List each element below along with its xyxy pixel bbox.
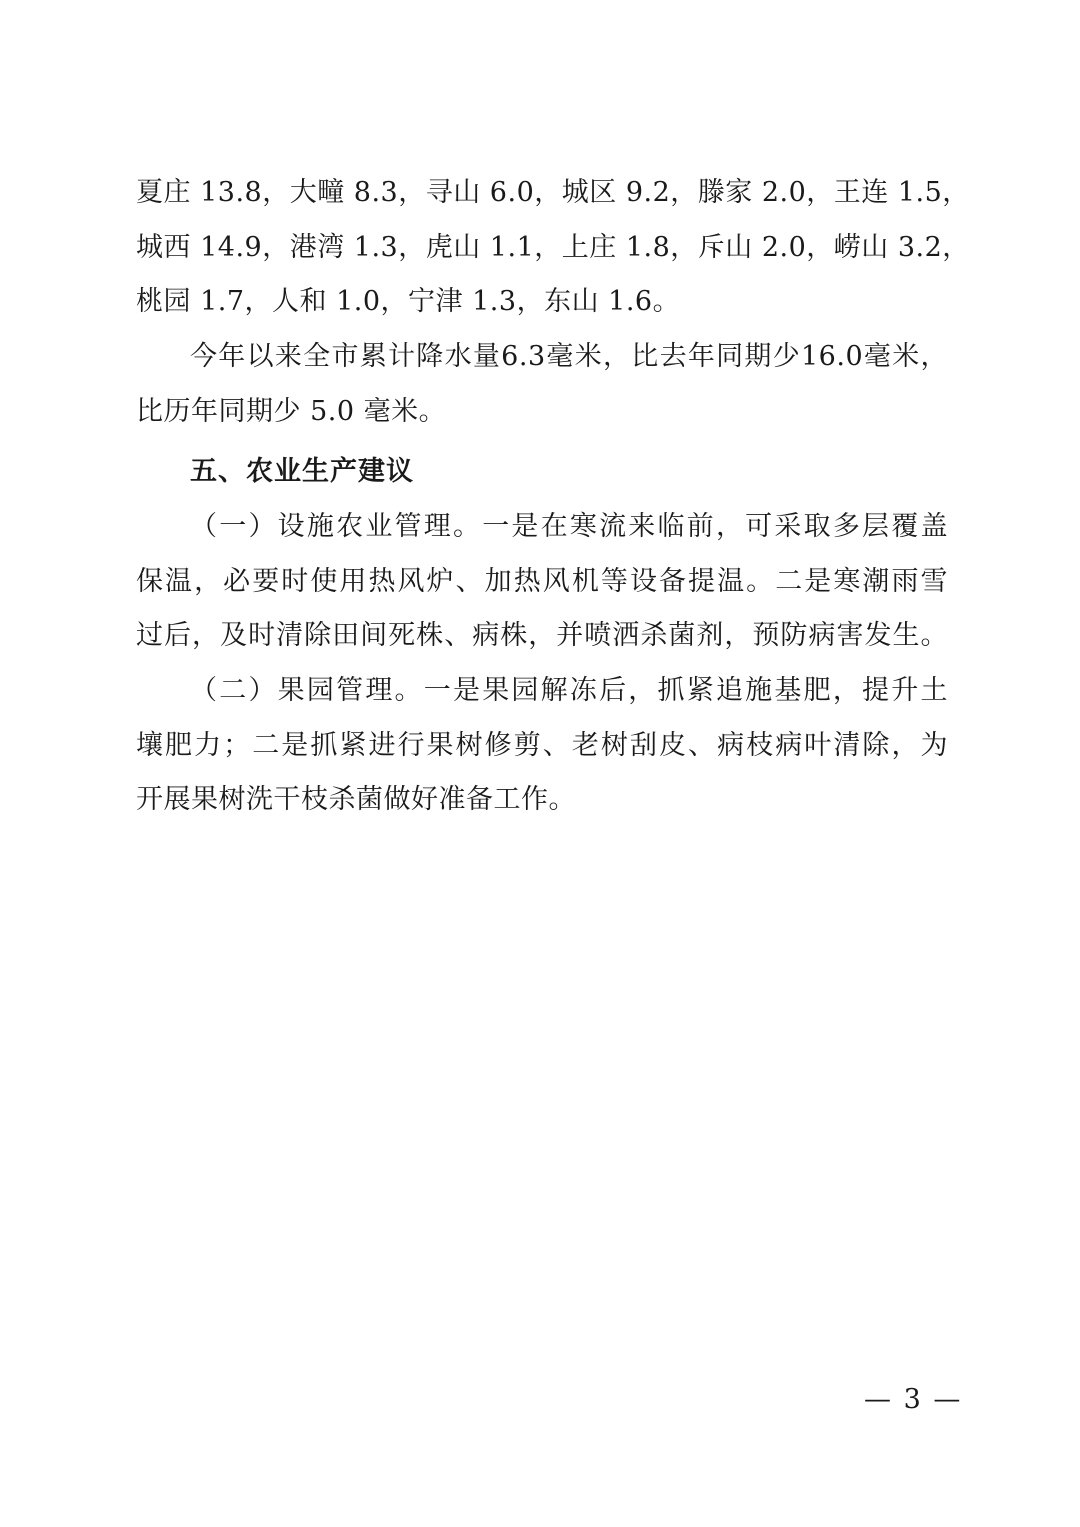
rainfall-list-line-2: 城西 14.9，港湾 1.3，虎山 1.1，上庄 1.8，斥山 2.0，崂山 3.2， [136, 232, 970, 263]
orchard-management-line-3: 开展果树洗干枝杀菌做好准备工作。 [136, 784, 576, 815]
orchard-management-line-1: （二）果园管理。一是果园解冻后，抓紧追施基肥，提升土 [190, 675, 948, 706]
cumulative-rainfall-line-2: 比历年同期少 5.0 毫米。 [136, 396, 447, 427]
section-heading-agriculture-advice: 五、农业生产建议 [190, 456, 414, 487]
page-number: — 3 — [864, 1384, 963, 1415]
rainfall-list-line-3: 桃园 1.7，人和 1.0，宁津 1.3，东山 1.6。 [136, 286, 681, 317]
facility-agriculture-line-2: 保温，必要时使用热风炉、加热风机等设备提温。二是寒潮雨雪 [136, 566, 948, 597]
cumulative-rainfall-line-1: 今年以来全市累计降水量6.3毫米，比去年同期少16.0毫米， [190, 341, 948, 372]
rainfall-list-line-1: 夏庄 13.8，大疃 8.3，寻山 6.0，城区 9.2，滕家 2.0，王连 1.5， [136, 177, 970, 208]
facility-agriculture-line-3: 过后，及时清除田间死株、病株，并喷洒杀菌剂，预防病害发生。 [136, 620, 948, 651]
orchard-management-line-2: 壤肥力；二是抓紧进行果树修剪、老树刮皮、病枝病叶清除，为 [136, 730, 948, 761]
facility-agriculture-line-1: （一）设施农业管理。一是在寒流来临前，可采取多层覆盖 [190, 511, 948, 542]
